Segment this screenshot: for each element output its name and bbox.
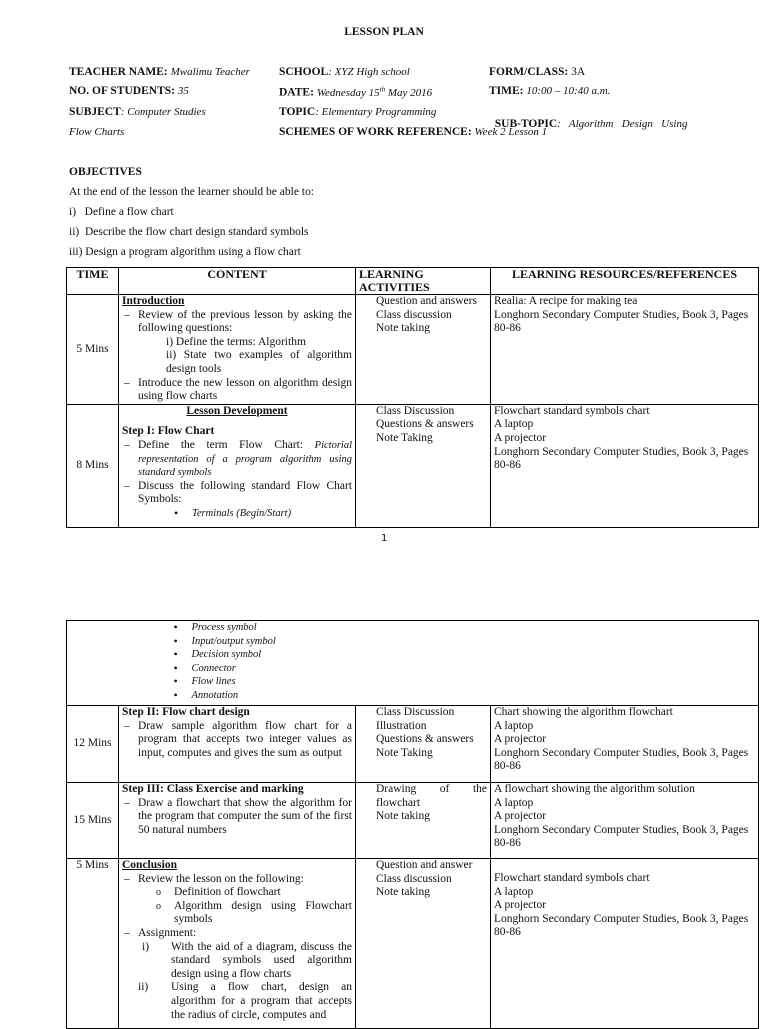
list-item: o Definition of flowchart	[174, 886, 352, 900]
teacher-field	[69, 66, 250, 78]
row-content	[119, 783, 356, 859]
col-header-resources: LEARNING RESOURCES/REFERENCES	[491, 268, 759, 295]
school-value: : XYZ High school	[328, 66, 410, 78]
list-item: Using a flow chart, design an algorithm for a program that accepts the radius of circle, computes and	[171, 981, 352, 1021]
teacher-label: TEACHER NAME:	[69, 66, 168, 78]
row-content: Lesson Development Step I: Flow Chart – Define the term Flow Chart: Pictorial representation of a program algorithm using standard symbols – Discuss the following standard Flow Chart Symbols: • Terminals (Begin/Start)	[119, 404, 356, 527]
row-time: 12 Mins	[67, 706, 119, 783]
lesson-table-page2	[66, 620, 759, 1029]
students-label: NO. OF STUDENTS:	[69, 85, 175, 97]
subject-label: SUBJECT	[69, 106, 121, 118]
objectives-intro: At the end of the lesson the learner should be able to:	[69, 186, 314, 198]
subject-field	[69, 106, 206, 118]
table-row	[67, 859, 759, 1029]
list-item: With the aid of a diagram, discuss the standard symbols used algorithm design using a flow charts	[171, 940, 352, 980]
row-activities: Drawing of the flowchart Note taking	[356, 783, 491, 859]
row-resources: Flowchart standard symbols chart A laptop A projector Longhorn Secondary Computer Studies, Book 3, Pages 80-86	[491, 859, 759, 1029]
time-label: TIME:	[489, 85, 524, 97]
form-value: 3A	[571, 66, 586, 78]
school-field	[279, 66, 410, 78]
list-item: o Algorithm design using Flowchart symbols	[174, 900, 352, 927]
row-resources: Flowchart standard symbols chart A laptop A projector Longhorn Secondary Computer Studies, Book 3, Pages 80-86	[491, 404, 759, 527]
school-label: SCHOOL	[279, 66, 329, 78]
row-time: 8 Mins	[67, 404, 119, 527]
subject-value: : Computer Studies	[120, 106, 206, 118]
time-value: 10:00 – 10:40 a.m.	[526, 85, 611, 97]
objective-item: ii) Describe the flow chart design standard symbols	[69, 226, 309, 238]
list-item: – Discuss the following standard Flow Chart Symbols:	[138, 480, 352, 507]
table-row	[67, 295, 759, 405]
row-activities: Class Discussion Questions & answers Note Taking	[356, 404, 491, 527]
form-field	[489, 66, 585, 78]
list-item: • Annotation	[192, 689, 353, 703]
schemes-value: Week 2 Lesson 1	[474, 126, 548, 138]
list-item: i) Define the terms: Algorithm	[166, 335, 306, 348]
list-item: ii) State two examples of algorithm design tools	[166, 349, 352, 375]
row-content: Conclusion – Review the lesson on the following: o Definition of flowchart o Algorithm design using Flowchart symbols – Assignment: i) With the aid of a diagram, discuss the standard symbols used algorithm design using a flow charts ii) Using a flow chart, design an algorithm for a program that accepts the radius of circle, computes and	[119, 859, 356, 1029]
row-activities: Question and answers Class discussion Note taking	[356, 295, 491, 405]
row-activities: Question and answer Class discussion Note taking	[356, 859, 491, 1029]
subtopic-continued: Flow Charts	[69, 126, 125, 138]
row-content: Introduction – Review of the previous lesson by asking the following questions: i) Define the terms: Algorithm ii) State two examples of algorithm design tools – Introduce the new lesson on algorithm design using flow charts	[119, 295, 356, 405]
col-header-time: TIME	[67, 268, 119, 295]
schemes-field	[279, 126, 547, 138]
list-item: • Connector	[192, 662, 353, 676]
row-resources: Realia: A recipe for making tea Longhorn Secondary Computer Studies, Book 3, Pages 80-86	[491, 295, 759, 405]
document-title: LESSON PLAN	[344, 26, 424, 38]
schemes-label: SCHEMES OF WORK REFERENCE:	[279, 126, 472, 138]
subtopic-label: SUB-TOPIC	[494, 118, 558, 130]
section-heading: Conclusion	[122, 859, 177, 871]
col-header-activities: LEARNING ACTIVITIES	[356, 268, 491, 295]
lesson-table-page1	[66, 267, 759, 528]
topic-field	[279, 106, 436, 118]
table-row	[67, 621, 759, 706]
students-field	[69, 85, 189, 97]
list-item: – Draw sample algorithm flow chart for a program that accepts two integer values as input, computes and gives the sum as output	[138, 720, 352, 761]
list-item: • Decision symbol	[192, 648, 353, 662]
step-heading: Step III: Class Exercise and marking	[122, 783, 304, 795]
form-label: FORM/CLASS:	[489, 66, 569, 78]
list-item: • Process symbol	[192, 621, 353, 635]
objective-item: iii) Design a program algorithm using a flow chart	[69, 246, 301, 258]
row-resources: A flowchart showing the algorithm solution A laptop A projector Longhorn Secondary Computer Studies, Book 3, Pages 80-86	[491, 783, 759, 859]
table-row	[67, 706, 759, 783]
section-heading: Lesson Development	[186, 404, 288, 417]
step-heading: Step I: Flow Chart	[122, 425, 215, 438]
objectives-heading: OBJECTIVES	[69, 166, 142, 178]
subtopic-value: : Algorithm Design Using	[557, 118, 688, 130]
list-item: • Flow lines	[192, 675, 353, 689]
row-content	[119, 706, 356, 783]
list-item: • Terminals (Begin/Start)	[192, 507, 352, 521]
date-label: DATE:	[279, 86, 314, 99]
row-time: 15 Mins	[67, 783, 119, 859]
step-heading: Step II: Flow chart design	[122, 706, 250, 718]
row-time: 5 Mins	[67, 859, 119, 1029]
students-value: 35	[177, 85, 189, 97]
list-item: – Introduce the new lesson on algorithm design using flow charts	[138, 377, 352, 404]
row-content	[119, 621, 356, 706]
page-number: 1	[380, 533, 388, 544]
list-item: – Draw a flowchart that show the algorithm for the program that computer the sum of the first 50 natural numbers	[138, 797, 352, 838]
table-row	[67, 404, 759, 527]
section-heading: Introduction	[122, 295, 185, 307]
teacher-value: Mwalimu Teacher	[170, 66, 250, 78]
date-value: Wednesday 15th May 2016	[316, 85, 433, 99]
row-resources: Chart showing the algorithm flowchart A laptop A projector Longhorn Secondary Computer Studies, Book 3, Pages 80-86	[491, 706, 759, 783]
time-field	[489, 85, 610, 97]
col-header-content: CONTENT	[119, 268, 356, 295]
row-activities: Class Discussion Illustration Questions & answers Note Taking	[356, 706, 491, 783]
topic-value: : Elementary Programming	[315, 106, 437, 118]
date-field	[279, 85, 432, 99]
row-time: 5 Mins	[67, 295, 119, 405]
objective-item: i) Define a flow chart	[69, 206, 174, 218]
table-row	[67, 783, 759, 859]
list-item: • Input/output symbol	[192, 635, 353, 649]
topic-label: TOPIC	[279, 106, 316, 118]
